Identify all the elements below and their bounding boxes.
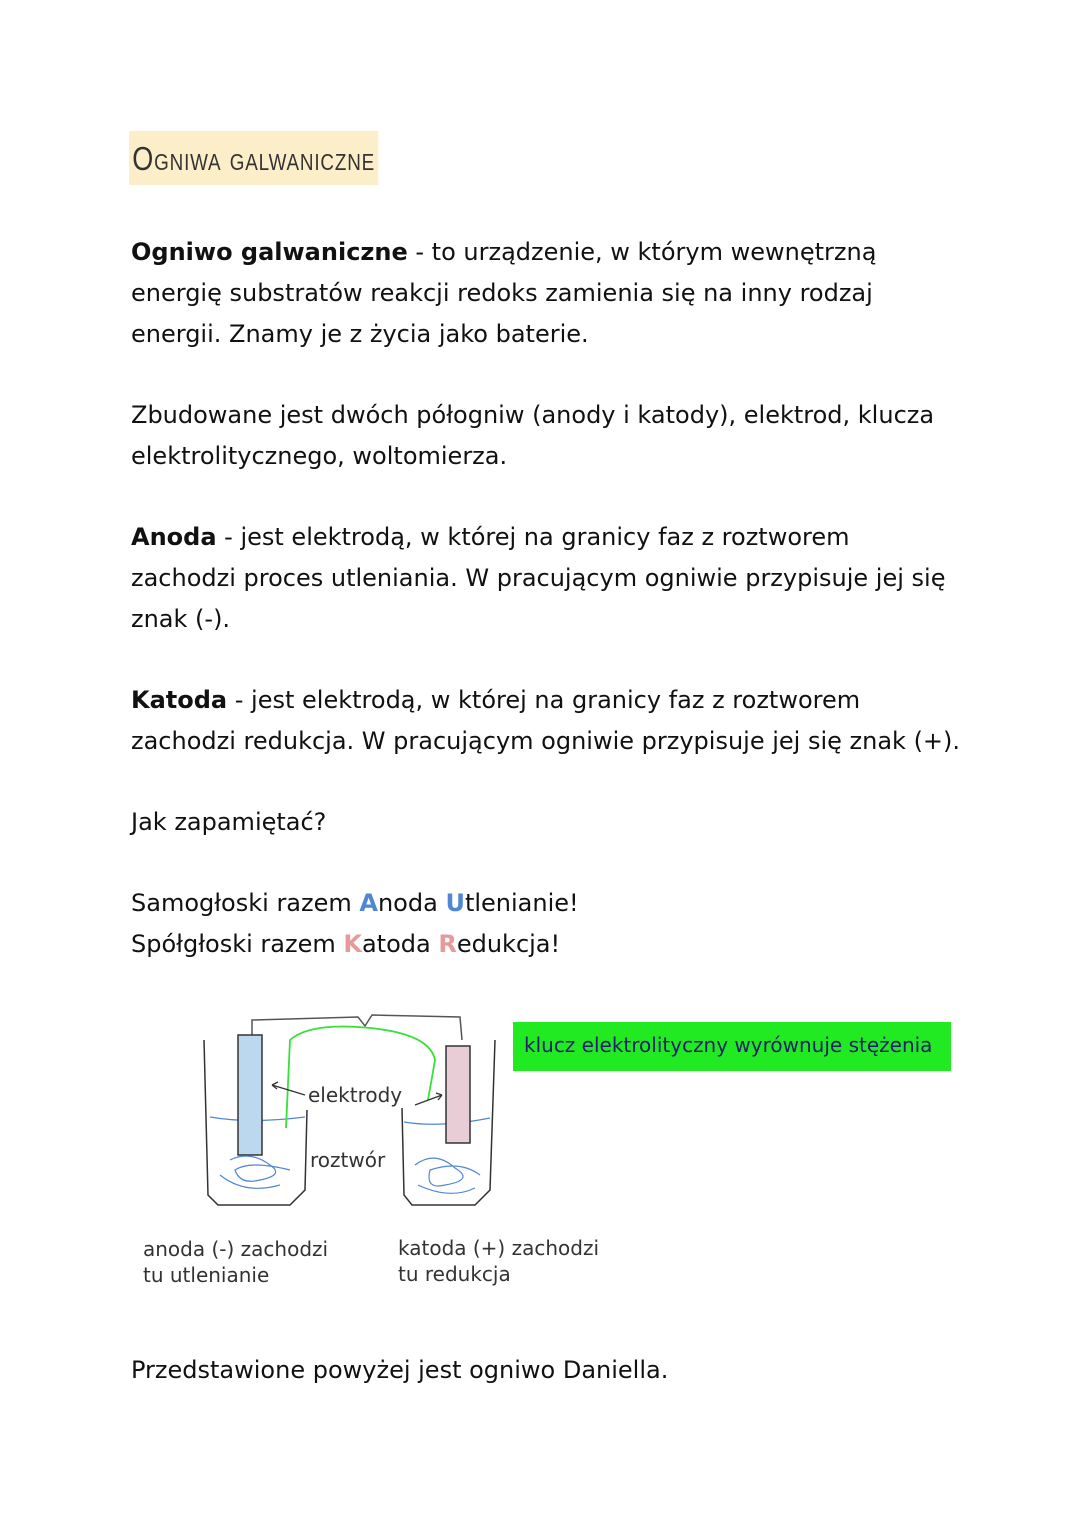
question-line: Jak zapamiętać? [131, 808, 327, 836]
mnemonic-word: edukcja! [456, 930, 561, 958]
cathode-caption-line: katoda (+) zachodzi [398, 1236, 600, 1260]
mnemonic-consonants [131, 924, 961, 965]
mnemonic-vowels [131, 883, 961, 924]
galvanic-cell-diagram [190, 1000, 530, 1215]
mnemonic-word: atoda [361, 930, 439, 958]
mnemonic-prefix: Samogłoski razem [131, 889, 360, 917]
term-ogniwo: Ogniwo galwaniczne [131, 238, 408, 266]
cathode-electrode [446, 1046, 470, 1143]
definition-text: - to urządzenie, w którym wewnętrzną energię substratów reakcji redoks zamienia się na inny rodzaj energii. Znamy je z życia jako baterie. [131, 238, 877, 348]
label-roztwor: roztwór [310, 1148, 386, 1172]
cathode-text: - jest elektrodą, w której na granicy faz z roztworem zachodzi redukcja. W pracującym ogniwie przypisuje jej się znak (+). [131, 686, 961, 755]
footer-note: Przedstawione powyżej jest ogniwo Daniella. [131, 1356, 669, 1384]
cathode-caption [398, 1235, 599, 1287]
label-elektrody: elektrody [308, 1083, 403, 1107]
highlight-letter: U [445, 889, 465, 917]
salt-bridge-note: klucz elektrolityczny wyrównuje stężenia [513, 1022, 951, 1071]
right-scribble [415, 1158, 480, 1193]
salt-bridge [286, 1027, 435, 1129]
highlight-letter: R [438, 930, 457, 958]
anode-paragraph [131, 517, 961, 640]
anode-caption-line: tu utlenianie [143, 1263, 270, 1287]
page-title: Ogniwa galwaniczne [129, 131, 378, 185]
voltmeter-wire [252, 1015, 462, 1045]
anode-electrode [238, 1035, 262, 1155]
highlight-letter: K [343, 930, 362, 958]
highlight-letter: A [359, 889, 378, 917]
mnemonic-word: noda [377, 889, 446, 917]
anode-caption-line: anoda (-) zachodzi [143, 1237, 329, 1261]
definition-paragraph [131, 232, 961, 355]
term-anoda: Anoda [131, 523, 217, 551]
cathode-caption-line: tu redukcja [398, 1262, 511, 1286]
construction-paragraph: Zbudowane jest dwóch półogniw (anody i katody), elektrod, klucza elektrolitycznego, woltomierza. [131, 401, 935, 470]
anode-text: - jest elektrodą, w której na granicy faz z roztworem zachodzi proces utleniania. W pracującym ogniwie przypisuje jej się znak (-). [131, 523, 946, 633]
left-scribble [220, 1156, 290, 1188]
cathode-paragraph [131, 680, 961, 762]
mnemonic-word: tlenianie! [464, 889, 579, 917]
mnemonic-prefix: Spółgłoski razem [131, 930, 344, 958]
anode-caption [143, 1236, 328, 1288]
term-katoda: Katoda [131, 686, 228, 714]
